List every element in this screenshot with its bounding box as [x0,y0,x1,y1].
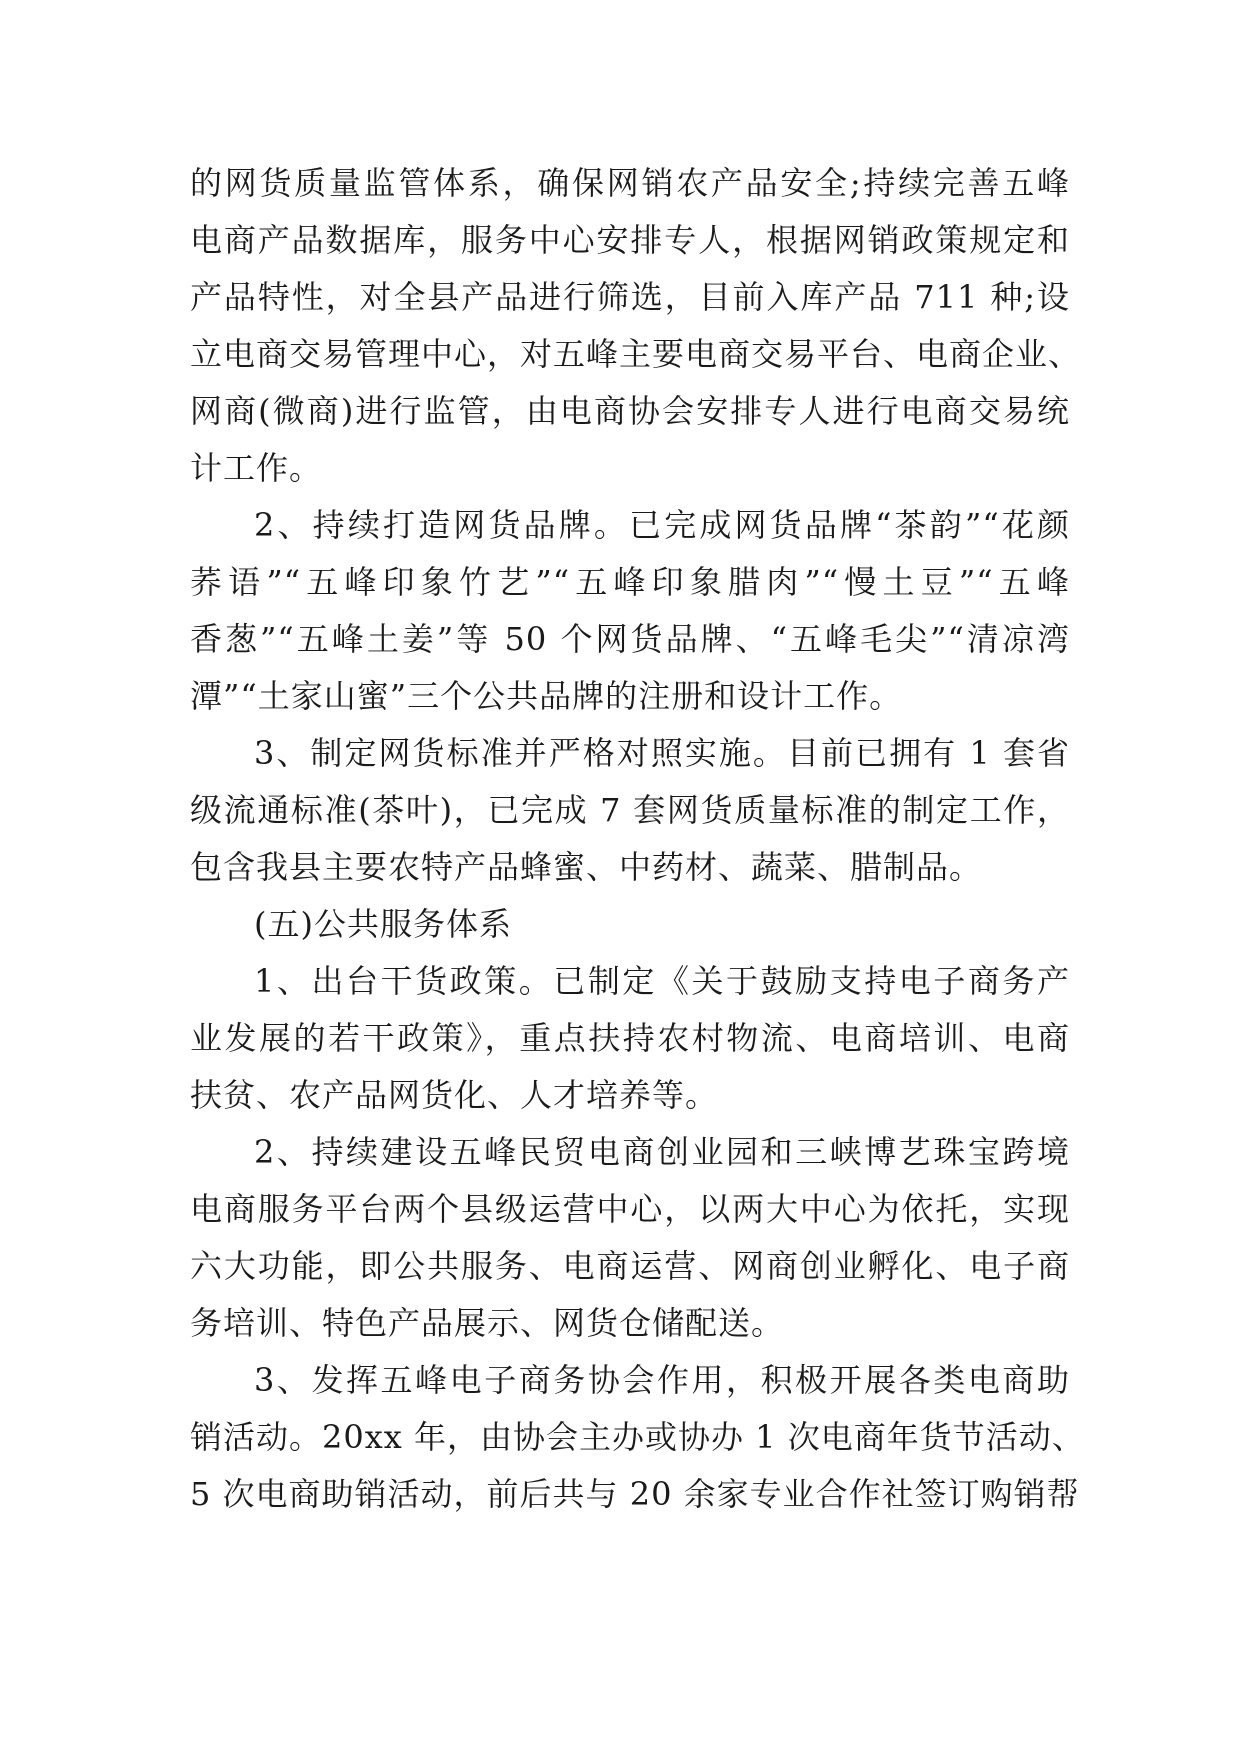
text-line: 3、发挥五峰电子商务协会作用，积极开展各类电商助 [254,1361,1070,1399]
text-line: 务培训、特色产品展示、网货仓储配送。 [190,1304,785,1342]
text-line: 六大功能，即公共服务、电商运营、网商创业孵化、电子商 [190,1247,1070,1285]
text-line: 1、出台干货政策。已制定《关于鼓励支持电子商务产 [254,962,1070,1000]
text-line: 网商(微商)进行监管，由电商协会安排专人进行电商交易统 [190,392,1070,430]
text-line: 5 次电商助销活动，前后共与 20 余家专业合作社签订购销帮 [190,1475,1080,1513]
text-line: 产品特性，对全县产品进行筛选，目前入库产品 711 种;设 [190,278,1070,316]
text-line: 销活动。20xx 年，由协会主办或协办 1 次电商年货节活动、 [190,1418,1085,1456]
text-line: 级流通标准(茶叶)，已完成 7 套网货质量标准的制定工作， [190,791,1070,829]
text-line: 2、持续建设五峰民贸电商创业园和三峡博艺珠宝跨境 [254,1133,1070,1171]
section-heading: (五)公共服务体系 [254,905,512,943]
text-line: 包含我县主要农特产品蜂蜜、中药材、蔬菜、腊制品。 [190,848,983,886]
text-line: 2、持续打造网货品牌。已完成网货品牌“茶韵”“花颜 [254,506,1070,544]
text-line: 荞语”“五峰印象竹艺”“五峰印象腊肉”“慢土豆”“五峰 [190,563,1070,601]
body-text [190,155,1085,1523]
text-line: 业发展的若干政策》，重点扶持农村物流、电商培训、电商 [190,1019,1070,1057]
text-line: 电商产品数据库，服务中心安排专人，根据网销政策规定和 [190,221,1070,259]
text-line: 计工作。 [190,449,323,487]
text-line: 3、制定网货标准并严格对照实施。目前已拥有 1 套省 [254,734,1070,772]
text-line: 香葱”“五峰土姜”等 50 个网货品牌、“五峰毛尖”“清凉湾 [190,620,1070,658]
text-line: 的网货质量监管体系，确保网销农产品安全;持续完善五峰 [190,164,1070,202]
text-line: 潭”“土家山蜜”三个公共品牌的注册和设计工作。 [190,677,903,715]
text-line: 扶贫、农产品网货化、人才培养等。 [190,1076,719,1114]
text-line: 立电商交易管理中心，对五峰主要电商交易平台、电商企业、 [190,335,1082,373]
text-line: 电商服务平台两个县级运营中心，以两大中心为依托，实现 [190,1190,1070,1228]
